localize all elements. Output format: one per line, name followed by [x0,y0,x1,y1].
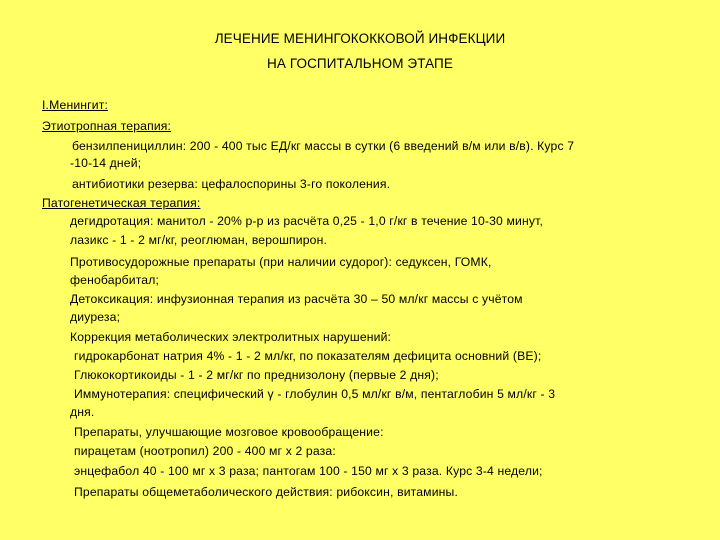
text-line: Препараты, улучшающие мозговое кровообращение: [74,425,384,439]
text-line: диуреза; [70,310,121,324]
text-line: дня. [70,405,95,419]
subheading-etiotropic-therapy: Этиотропная терапия: [42,119,172,133]
text-line: фенобарбитал; [70,273,160,287]
text-line: -10-14 дней; [70,156,142,170]
text-line: антибиотики резерва: цефалоспорины 3-го поколения. [72,177,391,191]
slide-title-line-1: ЛЕЧЕНИЕ МЕНИНГОКОККОВОЙ ИНФЕКЦИИ [214,31,506,46]
text-line: бензилпенициллин: 200 - 400 тыс ЕД/кг массы в сутки (6 введений в/м или в/в). Курс 7 [72,139,575,153]
text-line: Глюкокортикоиды - 1 - 2 мг/кг по преднизолону (первые 2 дня); [74,368,439,382]
text-line: Детоксикация: инфузионная терапия из расчёта 30 – 50 мл/кг массы с учётом [70,292,523,306]
slide-title-line-2: НА ГОСПИТАЛЬНОМ ЭТАПЕ [267,56,453,71]
section-heading-meningitis: I.Менингит: [42,98,108,112]
text-line: Коррекция метаболических электролитных нарушений: [70,330,392,344]
text-line: энцефабол 40 - 100 мг х 3 раза; пантогам 100 - 150 мг х 3 раза. Курс 3-4 недели; [74,464,543,478]
text-line: гидрокарбонат натрия 4% - 1 - 2 мл/кг, по показателям дефицита основний (ВЕ); [74,349,542,363]
text-line: пирацетам (ноотропил) 200 - 400 мг х 2 раза: [74,444,336,458]
text-line: Иммунотерапия: специфический γ - глобулин 0,5 мл/кг в/м, пентаглобин 5 мл/кг - 3 [74,387,556,401]
text-line: Противосудорожные препараты (при наличии судорог): седуксен, ГОМК, [70,255,492,269]
text-line: Препараты общеметаболического действия: рибоксин, витамины. [74,485,458,499]
text-line: дегидротация: манитол - 20% р-р из расчёта 0,25 - 1,0 г/кг в течение 10-30 минут, [70,214,544,228]
text-line: лазикс - 1 - 2 мг/кг, реоглюман, верошпирон. [70,233,328,247]
subheading-pathogenetic-therapy: Патогенетическая терапия: [42,196,201,210]
